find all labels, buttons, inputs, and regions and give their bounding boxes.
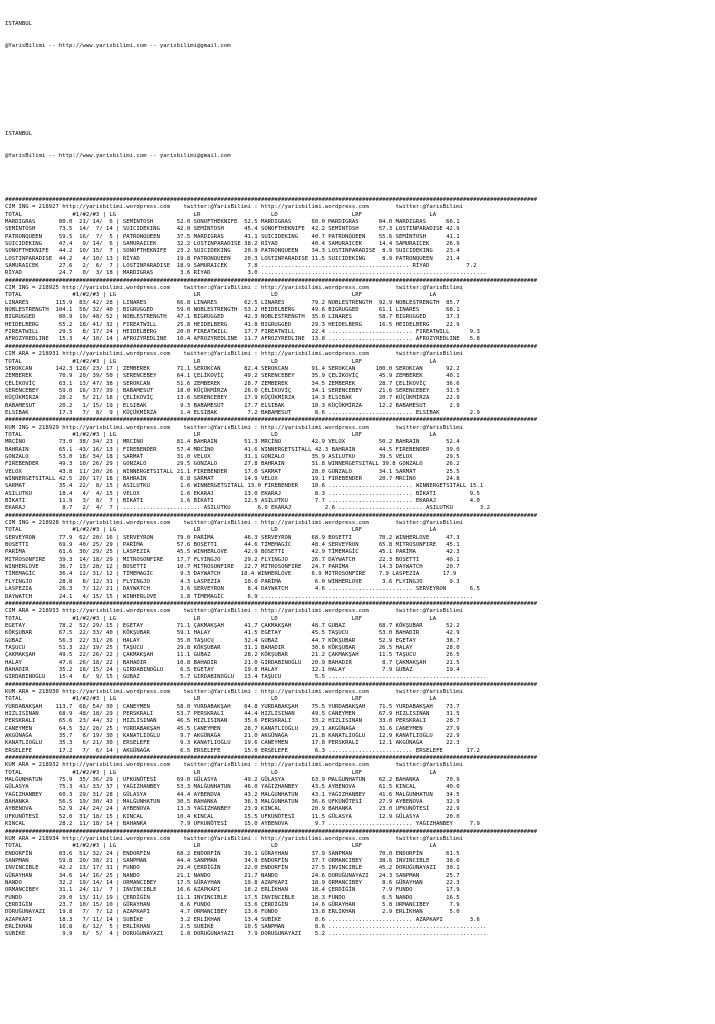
table-row: BIGRUGGED 80.9 19/ 48/ 52 | NOBLESTRENGTH 47.1 BIGRUGGED 42.3 NOBLESTRENGTH 35.0 LINARES 58.7 BIGRUGGED 37.3 xyxy=(5,314,460,321)
section-divider: ############################################################################################################################################################## xyxy=(5,512,538,519)
table-row: GONZALO 53.0 18/ 34/ 18 | SARMAT 31.0 VELOX 31.1 GONZALO 35.9 ASILUTKU 39.5 VELOX 29.5 xyxy=(5,453,460,460)
table-row: SARMAT 35.4 22/ 8/ 15 | ASILUTKU 1.6 WINNERGETSITALL 13.0 FIREBENDER 10.6 ......................... WINNERGETSITALL 15.1 xyxy=(5,483,484,490)
table-row: BABAMESUT 20.2 1/ 15/ 19 | ELSIBAK 9.3 BABAMESUT 17.7 ELSIBAK 10.3 KÜÇÜKMİRZA 12.2 BABAMESUT 2.9 xyxy=(5,402,460,409)
table-row: LINARES 115.9 83/ 42/ 28 | LINARES 66.8 LINARES 62.5 LINARES 79.2 NOBLESTRENGTH 92.9 NOBLESTRENGTH 85.7 xyxy=(5,299,460,306)
table-row: AFROZYREDLINE 15.3 4/ 10/ 14 | AFROZYREDLINE 10.4 AFROZYREDLINE 11.7 AFROZYREDLINE 13.8 ......................... AFROZYREDLINE 5.8 xyxy=(5,336,480,343)
table-row: NOBLESTRENGTH 104.1 58/ 32/ 40 | BIGRUGGED 59.0 NOBLESTRENGTH 53.2 HEIDELBERG 49.6 BIGRUGGED 61.1 LINARES 68.1 xyxy=(5,307,460,314)
section-divider: ############################################################################################################################################################## xyxy=(5,828,538,835)
table-row: PARİMA 61.6 30/ 29/ 25 | LASPEZIA 45.5 WINHERLOVE 42.9 BOSETTI 42.9 TİMEMAGİC 45.1 PARİMA 42.3 xyxy=(5,549,460,556)
table-row: UFKUNÖTESİ 52.0 31/ 18/ 15 | KINCAL 10.4 KINCAL 15.5 UFKUNÖTESİ 11.5 GÜLASYA 12.9 GÜLASYA 20.0 xyxy=(5,813,460,820)
table-row: CANEYMEN 64.5 32/ 28/ 25 | YURDABAKŞAH 45.5 CANEYMEN 28.7 KANATLIOĞLU 29.1 AKGÜNAĞA 31.6 CANEYMEN 27.9 xyxy=(5,725,460,732)
table-row: FLYINGJO 28.8 8/ 12/ 31 | FLYINGJO 4.3 LASPEZIA 10.0 PARİMA 6.0 WINHERLOVE 3.6 FLYINGJO 9.3 xyxy=(5,578,460,585)
table-row: FIREATWILL 29.5 8/ 17/ 24 | HEIDELBERG 20.0 FIREATWILL 17.7 FIREATWILL 22.4 ......................... FIREATWILL 9.3 xyxy=(5,329,480,336)
race-header: KUM ARA = 218930 http://yarisbilimi.wordpress.com twitter:@YarisBilimi : http://yarisbilimi.wordpress.com twitter:@YarisBilimi xyxy=(5,688,464,695)
table-row: GIRDABINOĞLU 15.4 6/ 9/ 15 | GUBAZ 5.7 GIRDABINOĞLU 13.4 TAŞUCU 5.5 ............................................... xyxy=(5,674,487,681)
race-header: CIM ING = 218925 http://yarisbilimi.wordpress.com twitter:@YarisBilimi : http://yarisbilimi.wordpress.com twitter:@YarisBilimi xyxy=(5,285,464,292)
column-header: TOTAL #1/#2/#3 | LG LR LD LRF LA xyxy=(5,843,437,850)
table-row: YAĞIZHANBEY 60.3 29/ 31/ 28 | GÜLASYA 44.4 AYBENOVA 43.2 MALĞUNHATUN 43.1 YAĞIZHANBEY 41.6 MALĞUNHATUN 34.5 xyxy=(5,791,460,798)
table-row: LOSTINPARADISE 44.2 4/ 10/ 13 | RİYAD 19.8 PATRONQUEEN 20.3 LOSTINPARADISE 11.5 SUICIDEKING 8.9 PATRONQUEEN 21.4 xyxy=(5,255,460,262)
race-section xyxy=(5,601,715,682)
table-row: KÖKŞUBAR 67.5 22/ 33/ 40 | KÖKŞUBAR 59.1 HALAY 41.5 EGETAY 45.5 TAŞUCU 53.0 BAHADIR 42.9 xyxy=(5,630,460,637)
column-header: TOTAL #1/#2/#3 | LG LR LD LRF LA xyxy=(5,769,437,776)
table-row: BAHANKA 56.5 19/ 30/ 43 | MALĞUNHATUN 30.5 BAHANKA 36.3 MALĞUNHATUN 36.6 UFKUNÖTESİ 27.9 AYBENOVA 32.9 xyxy=(5,799,460,806)
table-row: SEMİNTOSH 73.5 14/ 7/ 14 | SUICIDEKING 42.0 SEMİNTOSH 45.4 SONOFTHEKNIFE 42.2 SEMİNTOSH 57.3 LOSTINPARADISE 42.9 xyxy=(5,226,460,233)
header-spacer-1 xyxy=(5,65,715,72)
table-row: GÜRAYHAN 34.6 14/ 16/ 25 | NANDO 21.1 NANDO 21.7 NANDO 24.6 DORUĞUNAYAZI 24.3 SANPMAN 25.7 xyxy=(5,872,460,879)
section-divider: ############################################################################################################################################################## xyxy=(5,681,538,688)
header-spacer-3 xyxy=(5,109,715,116)
table-row: BİKATI 11.9 3/ 8/ 7 | BİKATI 1.6 BİKATI 12.5 ASILUTKU 7.7 ......................... EKARAJ 4.0 xyxy=(5,498,480,505)
column-header: TOTAL #1/#2/#3 | LG LR LD LRF LA xyxy=(5,211,437,218)
header-byline-repeat: @YarisBilimi -- http://www.yarisbilimi.com -- yarisbilimi@gmail.com xyxy=(5,152,231,159)
table-row: PERSKRALI 65.6 23/ 44/ 32 | HIZLISINAN 46.5 HIZLISINAN 35.6 PERSKRALI 33.2 HIZLISINAN 33.0 PERSKRALI 28.7 xyxy=(5,718,460,725)
table-row: LASPEZIA 26.3 7/ 12/ 21 | DAYWATCH 3.6 SERVEYRON 8.4 DAYWATCH 4.6 ......................... SERVEYRON 6.5 xyxy=(5,586,480,593)
table-row: SUBİKE 9.9 6/ 5/ 4 | DORUĞUNAYAZI 1.8 DORUĞUNAYAZI 7.9 DORUĞUNAYAZI 5.2 ............................................... xyxy=(5,931,487,938)
table-row: BAHRAIN 65.1 43/ 16/ 13 | FIREBENDER 57.4 MRCİNO 41.6 WINNERGETSITALL 42.3 BAHRAIN 44.5 FIREBENDER 39.0 xyxy=(5,446,460,453)
table-row: ENDORFİN 83.6 51/ 32/ 24 | ENDORFİN 68.2 ENDORFİN 39.1 GÜRAYHAN 37.9 SANPMAN 70.0 ENDORFİN 61.5 xyxy=(5,850,460,857)
table-row: ÇELİKOVİÇ 63.1 13/ 47/ 38 | SEROKCAN 51.6 ZEMBEREK 28.7 ZEMBEREK 34.5 ZEMBEREK 28.7 ÇELİKOVİÇ 36.6 xyxy=(5,380,460,387)
table-row: ÇAKMAKŞAH 49.5 22/ 26/ 22 | ÇAKMAKŞAH 11.1 GUBAZ 28.2 KÖKŞUBAR 21.2 ÇAKMAKŞAH 11.5 TAŞUCU 26.5 xyxy=(5,652,460,659)
column-header: TOTAL #1/#2/#3 | LG LR LD LRF LA xyxy=(5,527,437,534)
race-section xyxy=(5,344,715,417)
section-divider: ############################################################################################################################################################## xyxy=(5,417,538,424)
table-row: HIZLISINAN 68.9 48/ 18/ 29 | PERSKRALI 53.7 PERSKRALI 44.4 HIZLISINAN 49.5 CANEYMEN 67.9 HIZLISINAN 31.5 xyxy=(5,711,460,717)
table-row: MITROSONFIRE 39.3 14/ 18/ 29 | MITROSONFIRE 17.7 FLYINGJO 29.2 FLYINGJO 26.7 DAYWATCH 22.3 BOSETTI 40.1 xyxy=(5,556,460,563)
table-row: WINNERGETSITALL 42.5 20/ 17/ 18 | BAHRAIN 6.8 SARMAT 14.9 VELOX 19.1 FIREBENDER 20.7 MRCİNO 24.8 xyxy=(5,476,460,482)
race-header: CIM ING = 218927 http://yarisbilimi.wordpress.com twitter:@YarisBilimi : http://yarisbilimi.wordpress.com twitter:@YarisBilimi xyxy=(5,204,464,211)
race-sections xyxy=(5,197,715,939)
section-divider: ############################################################################################################################################################## xyxy=(5,755,538,762)
table-row: SEROKCAN 142.3 128/ 23/ 17 | ZEMBEREK 71.1 SEROKCAN 82.4 SEROKCAN 91.4 SEROKCAN 100.0 SEROKCAN 92.2 xyxy=(5,365,460,372)
table-row: KINCAL 28.2 11/ 18/ 14 | BAHANKA 7.9 UFKUNÖTESİ 15.0 AYBENOVA 9.7 ......................... YAĞIZHANBEY 7.9 xyxy=(5,821,480,828)
table-row: MRCİNO 73.0 38/ 34/ 23 | MRCİNO 81.4 BAHRAIN 51.3 MRCİNO 42.9 VELOX 50.2 BAHRAIN 52.4 xyxy=(5,439,460,446)
table-row: TİMEMAGİC 36.4 12/ 31/ 12 | TİMEMAGİC 9.3 DAYWATCH 18.4 WINHERLOVE 6.9 MITROSONFIRE 7.9 LASPEZIA 17.9 xyxy=(5,571,457,578)
table-row: MARDIGRAS 80.0 21/ 14/ 6 | SEMİNTOSH 52.0 SONOFTHEKNIFE 52.5 MARDIGRAS 60.0 MARDIGRAS 84.0 MARDIGRAS 66.1 xyxy=(5,218,460,225)
header-byline: @YarisBilimi -- http://www.yarisbilimi.com -- yarisbilimi@gmail.com xyxy=(5,42,231,49)
race-header: CIM ARA = 218933 http://yarisbilimi.wordpress.com twitter:@YarisBilimi : http://yarisbilimi.wordpress.com twitter:@YarisBilimi xyxy=(5,608,464,615)
race-section xyxy=(5,829,715,939)
race-section xyxy=(5,197,715,278)
column-header: TOTAL #1/#2/#3 | LG LR LD LRF LA xyxy=(5,358,437,365)
table-row: HALAY 47.6 26/ 18/ 22 | BAHADIR 10.8 BAHADIR 21.0 GIRDABINOĞLU 20.9 BAHADIR 8.7 ÇAKMAKŞAH 21.5 xyxy=(5,659,460,666)
race-header: CIM ARA = 218931 http://yarisbilimi.wordpress.com twitter:@YarisBilimi : http://yarisbilimi.wordpress.com twitter:@YarisBilimi xyxy=(5,351,464,358)
header-title: ISTANBUL xyxy=(5,20,32,27)
table-row: EKARAJ 8.7 2/ 4/ 7 | ....................... ASILUTKU 6.9 EKARAJ 2.6 ......................... ASILUTKU 3.2 xyxy=(5,505,490,512)
table-row: SERENCEBEY 59.0 16/ 37/ 39 | BABAMESUT 18.0 KÜÇÜKMİRZA 26.0 ÇELİKOVİÇ 34.1 SERENCEBEY 21.6 SERENCEBEY 31.5 xyxy=(5,387,460,394)
table-row: GÜLASYA 75.3 41/ 33/ 37 | YAĞIZHANBEY 53.3 MALĞUNHATUN 46.0 YAĞIZHANBEY 43.5 AYBENOVA 61.5 KINCAL 40.0 xyxy=(5,784,460,791)
table-row: TAŞUCU 51.3 22/ 19/ 25 | TAŞUCU 29.8 KÖKŞUBAR 31.1 BAHADIR 30.6 KÖKŞUBAR 26.5 HALAY 28.0 xyxy=(5,644,460,651)
column-header: TOTAL #1/#2/#3 | LG LR LD LRF LA xyxy=(5,615,437,622)
table-row: AKGÜNAĞA 35.7 6/ 19/ 30 | KANATLIOĞLU 9.7 AKGÜNAĞA 21.0 AKGÜNAĞA 21.8 KANATLIOĞLU 12.9 KANATLIOĞLU 22.9 xyxy=(5,733,460,740)
race-header: KUM ING = 218929 http://yarisbilimi.wordpress.com twitter:@YarisBilimi : http://yarisbilimi.wordpress.com twitter:@YarisBilimi xyxy=(5,424,464,431)
table-row: DAYWATCH 24.1 4/ 15/ 15 | WINHERLOVE 1.8 TİMEMAGİC 6.9 ............................................................... xyxy=(5,593,474,600)
table-row: FIREBENDER 49.3 10/ 26/ 29 | GONZALO 29.5 GONZALO 27.8 BAHRAIN 31.8 WINNERGETSITALL 39.8 GONZALO 26.2 xyxy=(5,461,460,468)
table-row: BOSETTI 69.9 40/ 25/ 29 | PARİMA 57.6 BOSETTI 44.6 TİMEMAGİC 48.4 SERVEYRON 65.8 MITROSONFIRE 45.1 xyxy=(5,542,460,549)
race-section xyxy=(5,682,715,755)
race-section xyxy=(5,417,715,512)
table-row: ERSELEFE 17.2 7/ 6/ 14 | AKGÜNAĞA 6.5 ERSELEFE 15.0 ERSELEFE 6.3 ......................... ERSELEFE 17.2 xyxy=(5,747,480,754)
table-row: PATRONQUEEN 59.5 16/ 7/ 5 | PATRONQUEEN 37.5 MARDIGRAS 41.1 SUICIDEKING 40.7 PATRONQUEEN 55.6 SEMİNTOSH 41.1 xyxy=(5,233,460,240)
race-section xyxy=(5,513,715,601)
table-row: WINHERLOVE 36.7 13/ 28/ 12 | BOSETTI 10.7 MITROSONFIRE 22.7 MITROSONFIRE 24.7 PARİMA 14.3 DAYWATCH 20.7 xyxy=(5,564,460,571)
race-section xyxy=(5,755,715,828)
table-row: HEIDELBERG 55.2 18/ 41/ 32 | FIREATWILL 25.8 HEIDELBERG 41.8 BIGRUGGED 29.3 HEIDELBERG 16.5 HEIDELBERG 22.9 xyxy=(5,321,460,328)
table-row: ÇERDİĞİN 23.7 10/ 15/ 10 | GÜRAYHAN 8.6 FUNDO 13.6 ÇERDİĞİN 14.6 GÜRAYHAN 5.8 ORMANCIBEY 7.9 xyxy=(5,901,460,908)
table-row: VELOX 43.8 11/ 20/ 26 | WINNERGETSITALL 21.1 FIREBENDER 17.0 SARMAT 28.0 GONZALO 34.1 SARMAT 25.5 xyxy=(5,468,460,475)
section-divider: ############################################################################################################################################################## xyxy=(5,277,538,284)
race-header: KUM ARA = 218932 http://yarisbilimi.wordpress.com twitter:@YarisBilimi : http://yarisbilimi.wordpress.com twitter:@YarisBilimi xyxy=(5,762,464,769)
table-row: AZAPKAPI 18.3 7/ 11/ 14 | SUBİKE 3.2 ERLİKHAN 13.4 SUBİKE 8.6 ......................... AZAPKAPI 3.6 xyxy=(5,916,480,923)
header-title-repeat: ISTANBUL xyxy=(5,130,32,137)
race-header: CIM ING = 218928 http://yarisbilimi.wordpress.com twitter:@YarisBilimi : http://yarisbilimi.wordpress.com twitter:@YarisBilimi xyxy=(5,520,464,527)
table-row: SUICIDEKING 47.4 9/ 14/ 6 | SAMURAICEK 32.2 LOSTINPARADISE 38.2 RİYAD 40.4 SAMURAICEK 14.4 SAMURAICEK 26.9 xyxy=(5,241,460,247)
table-row: NANDO 32.2 19/ 14/ 14 | ORMANCIBEY 17.5 GÜRAYHAN 19.8 AZAPKAPI 18.9 ORMANCIBEY 8.6 GÜRAYHAN 22.3 xyxy=(5,879,460,886)
table-row: ZEMBEREK 70.9 20/ 39/ 50 | SERENCEBEY 64.1 ÇELİKOVİÇ 49.2 SERENCEBEY 35.9 ÇELİKOVİÇ 45.9 ZEMBEREK 40.1 xyxy=(5,373,460,380)
table-row: KANATLIOĞLU 35.3 6/ 21/ 30 | ERSELEFE 9.3 KANATLIOĞLU 19.6 CANEYMEN 17.8 PERSKRALI 12.1 AKGÜNAĞA 22.3 xyxy=(5,740,460,747)
table-row: SONOFTHEKNIFE 44.2 10/ 15/ 7 | SONOFTHEKNIFE 23.2 SUICIDEKING 20.9 PATRONQUEEN 34.3 LOSTINPARADISE 8.9 SUICIDEKING 23.4 xyxy=(5,248,460,255)
table-row: YURDABAKŞAH 113.7 68/ 54/ 30 | CANEYMEN 58.0 YURDABAKŞAH 64.8 YURDABAKŞAH 75.5 YURDABAKŞAH 71.5 YURDABAKŞAH 73.7 xyxy=(5,703,460,710)
table-row: ORMANCIBEY 31.1 24/ 11/ 7 | INVINCIBLE 16.6 AZAPKAPI 18.2 ERLİKHAN 18.4 ÇERDİĞİN 7.9 FUNDO 17.9 xyxy=(5,887,460,894)
table-row: DORUĞUNAYAZI 19.8 7/ 7/ 12 | AZAPKAPI 4.7 ORMANCIBEY 13.6 FUNDO 13.8 ERLİKHAN 2.9 ERLİKHAN 5.0 xyxy=(5,909,460,916)
table-row: SANPMAN 59.8 20/ 38/ 21 | SANPMAN 44.4 SANPMAN 34.9 ENDORFİN 37.7 ORMANCIBEY 38.6 INVINCIBLE 38.6 xyxy=(5,857,460,864)
table-row: RİYAD 24.7 0/ 3/ 18 | MARDIGRAS 3.6 RİYAD 3.0 ................................................................... xyxy=(5,270,487,277)
section-divider: ############################################################################################################################################################## xyxy=(5,343,538,350)
column-header: TOTAL #1/#2/#3 | LG LR LD LRF LA xyxy=(5,696,437,703)
table-row: EGETAY 78.2 52/ 29/ 15 | EGETAY 71.1 ÇAKMAKŞAH 41.7 ÇAKMAKŞAH 48.7 GUBAZ 68.7 KÖKŞUBAR 52.2 xyxy=(5,622,460,629)
table-row: ASILUTKU 18.4 4/ 4/ 15 | VELOX 1.6 EKARAJ 13.0 EKARAJ 8.3 ......................... BİKATI 9.5 xyxy=(5,490,480,497)
section-divider: ############################################################################################################################################################## xyxy=(5,600,538,607)
table-row: INVINCIBLE 42.2 13/ 17/ 31 | FUNDO 29.4 ÇERDİĞİN 22.0 ENDORFİN 27.5 INVINCIBLE 45.2 DORUĞUNAYAZI 30.1 xyxy=(5,865,460,872)
section-divider: ############################################################################################################################################################## xyxy=(5,196,538,203)
race-section xyxy=(5,278,715,344)
table-row: KÜÇÜKMİRZA 28.2 5/ 21/ 18 | ÇELİKOVİÇ 13.6 SERENCEBEY 17.9 KÜÇÜKMİRZA 14.3 ELSIBAK 20.7 KÜÇÜKMİRZA 22.9 xyxy=(5,395,460,402)
table-row: SAMURAICEK 27.6 2/ 6/ 7 | LOSTINPARADISE 18.9 SAMURAICEK 7.8 ............................................ RİYAD 7.2 xyxy=(5,263,477,270)
column-header: TOTAL #1/#2/#3 | LG LR LD LRF LA xyxy=(5,292,437,299)
column-header: TOTAL #1/#2/#3 | LG LR LD LRF LA xyxy=(5,431,437,438)
header-spacer-2 xyxy=(5,87,715,94)
table-row: ELSIBAK 17.3 7/ 8/ 9 | KÜÇÜKMİRZA 1.4 ELSIBAK 7.2 BABAMESUT 8.6 ......................... ELSIBAK 2.9 xyxy=(5,409,480,416)
table-row: AYBENOVA 52.9 24/ 24/ 24 | AYBENOVA 13.3 YAĞIZHANBEY 23.9 KINCAL 20.9 BAHANKA 23.0 UFKUNÖTESİ 22.9 xyxy=(5,806,460,813)
header-spacer-4 xyxy=(5,175,715,182)
race-header: KUM ARA = 218934 http://yarisbilimi.wordpress.com twitter:@YarisBilimi : http://yarisbilimi.wordpress.com twitter:@YarisBilimi xyxy=(5,835,464,842)
table-row: FUNDO 29.0 13/ 11/ 19 | ÇERDİĞİN 11.1 INVINCIBLE 17.5 INVINCIBLE 18.3 FUNDO 6.5 NANDO 16.5 xyxy=(5,894,460,901)
table-row: MALĞUNHATUN 75.9 35/ 36/ 29 | UFKUNÖTESİ 69.0 GÜLASYA 49.2 GÜLASYA 63.9 MALĞUNHATUN 62.2 BAHANKA 70.9 xyxy=(5,777,460,784)
table-row: BAHADIR 35.2 18/ 15/ 24 | GIRDABINOĞLU 6.5 EGETAY 19.8 HALAY 12.1 HALAY 7.9 GUBAZ 19.4 xyxy=(5,666,460,673)
table-row: ERLİKHAN 16.8 6/ 12/ 5 | ERLİKHAN 2.5 SUBİKE 10.5 SANPMAN 8.6 ............................................... xyxy=(5,923,487,930)
table-row: SERVEYRON 77.9 62/ 20/ 16 | SERVEYRON 79.0 PARİMA 46.3 SERVEYRON 68.9 BOSETTI 70.2 WINHERLOVE 47.3 xyxy=(5,534,460,541)
table-row: GUBAZ 56.3 22/ 31/ 26 | HALAY 35.0 TAŞUCU 32.4 GUBAZ 44.7 KÖKŞUBAR 52.9 EGETAY 38.7 xyxy=(5,637,460,644)
